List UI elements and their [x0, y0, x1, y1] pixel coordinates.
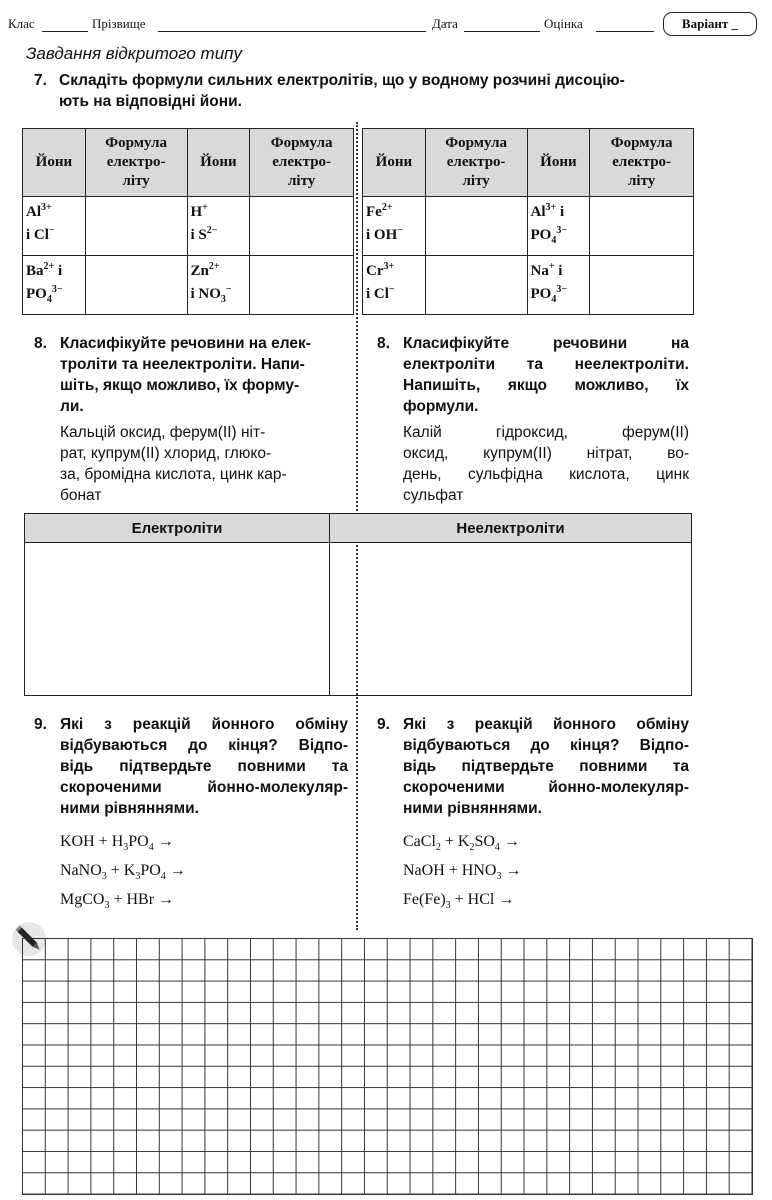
ion-table-right	[362, 128, 694, 315]
question-8-left-number: 8.	[34, 335, 47, 352]
nonelectrolytes-header: Неелектроліти	[330, 514, 692, 543]
grade-label: Оцінка	[544, 16, 583, 31]
electrolytes-header: Електроліти	[25, 514, 330, 543]
ions-cell: $Al^{3+}$ і $PO_4^{3-}$	[527, 197, 590, 256]
question-8-right-substances: Калій гідроксид, ферум(II) оксид, купрум(II) нітрат, во- день, сульфідна кислота, цинк сульфат	[403, 424, 689, 504]
question-9-left-number: 9.	[34, 716, 47, 733]
table-header: Йони	[23, 129, 86, 197]
formula-answer-cell[interactable]	[590, 197, 694, 256]
formula-answer-cell[interactable]	[250, 197, 354, 256]
answer-grid[interactable]	[22, 938, 753, 1195]
formula-answer-cell[interactable]	[250, 256, 354, 315]
header	[8, 12, 760, 36]
grade-field[interactable]	[596, 31, 654, 32]
electrolytes-answer-cell[interactable]	[25, 543, 330, 696]
reaction-2-right: NaOH + $HNO_3$ →	[403, 862, 522, 883]
reaction-2-left: NaNO$_3$ + $K_3PO_4$ →	[60, 862, 186, 883]
classification-table	[24, 513, 692, 696]
table-header: Формула електро- літу	[250, 129, 354, 197]
formula-answer-cell[interactable]	[425, 197, 527, 256]
table-header: Йони	[527, 129, 590, 197]
question-9-right-number: 9.	[377, 716, 390, 733]
question-8-right-number: 8.	[377, 335, 390, 352]
reaction-1-right: CaCl$_2$ + $K_2SO_4$ →	[403, 833, 520, 854]
question-8-right-text: Класифікуйте речовини на електроліти та неелектроліти. Напишіть, якщо можливо, їх формули.	[403, 335, 689, 415]
question-9-left-text: Які з реакцій йонного обміну відбуваються до кінця? Відпо- відь підтвердьте повними та скороченими йонно-молекуляр- ними рівняннями.	[60, 716, 348, 817]
ions-cell: $Zn^{2+}$ і $NO_3^-$	[187, 256, 250, 315]
variant-box: Варіант _	[663, 12, 757, 36]
ions-cell: H+ і $S^{2-}$	[187, 197, 250, 256]
ions-cell: Na+ і $PO_4^{3-}$	[527, 256, 590, 315]
formula-answer-cell[interactable]	[590, 256, 694, 315]
formula-answer-cell[interactable]	[85, 197, 187, 256]
surname-label: Прізвище	[92, 16, 146, 31]
table-header: Йони	[187, 129, 250, 197]
table-header: Формула електро- літу	[425, 129, 527, 197]
surname-field[interactable]	[158, 31, 426, 32]
ions-cell: $Fe^{2+}$ і OH−	[363, 197, 426, 256]
date-label: Дата	[432, 16, 458, 31]
ion-table-left	[22, 128, 354, 315]
section-title: Завдання відкритого типу	[26, 44, 243, 63]
formula-answer-cell[interactable]	[425, 256, 527, 315]
table-header: Формула електро- літу	[85, 129, 187, 197]
date-field[interactable]	[464, 31, 540, 32]
table-header: Йони	[363, 129, 426, 197]
formula-answer-cell[interactable]	[85, 256, 187, 315]
class-field[interactable]	[42, 31, 88, 32]
ions-cell: $Al^{3+}$ і Cl−	[23, 197, 86, 256]
reaction-1-left: KOH + $H_3PO_4$ →	[60, 833, 174, 854]
question-9-right-text: Які з реакцій йонного обміну відбуваються до кінця? Відпо- відь підтвердьте повними та скороченими йонно-молекуляр- ними рівняннями.	[403, 716, 689, 817]
question-8-left-substances: Кальцій оксид, ферум(II) ніт- рат, купрум(II) хлорид, глюко- за, бромідна кислота, цинк кар- бонат	[60, 424, 287, 504]
table-header: Формула електро- літу	[590, 129, 694, 197]
question-8-left-text: Класифікуйте речовини на елек- троліти та неелектроліти. Напи- шіть, якщо можливо, їх форму- ли.	[60, 335, 311, 415]
ions-cell: $Cr^{3+}$ і Cl−	[363, 256, 426, 315]
nonelectrolytes-answer-cell[interactable]	[330, 543, 692, 696]
ions-cell: $Ba^{2+}$ і $PO_4^{3-}$	[23, 256, 86, 315]
reaction-3-left: MgCO$_3$ + HBr →	[60, 891, 175, 912]
class-label: Клас	[8, 16, 35, 31]
reaction-3-right: $Fe(Fe)_3$ + HCl →	[403, 891, 515, 912]
